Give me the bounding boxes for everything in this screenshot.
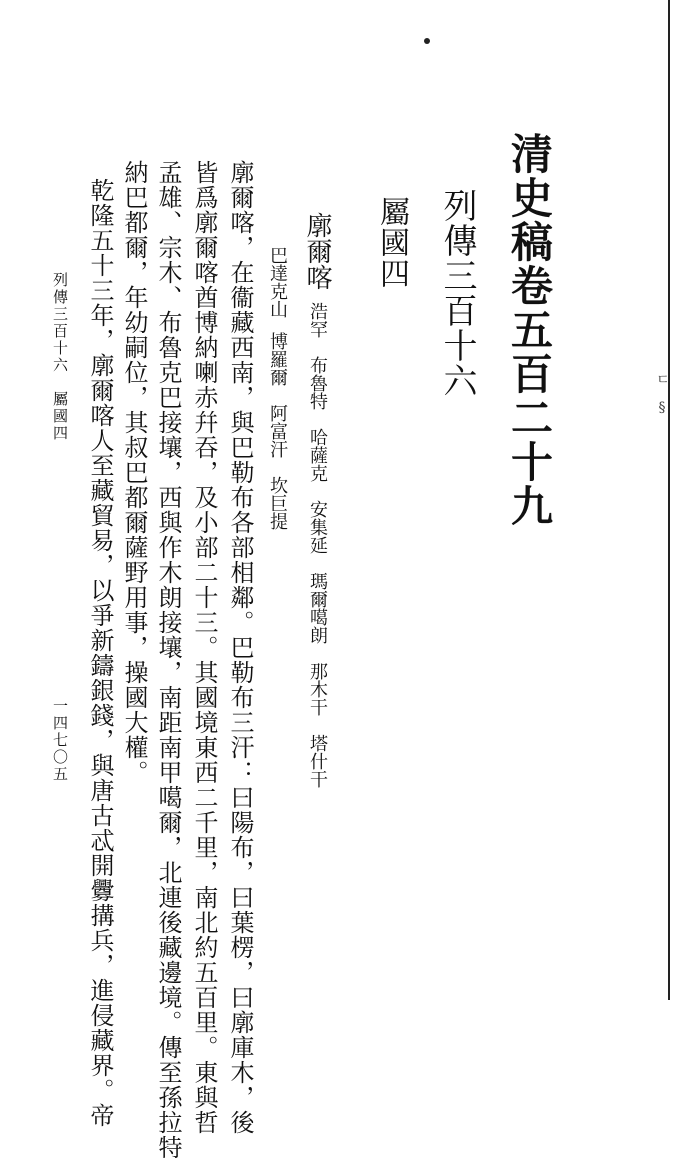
section-title: 屬國四 [374, 196, 409, 289]
biography-number: 列傳三百十六 [437, 188, 477, 398]
roster-main-name: 廓爾喀 [302, 212, 332, 290]
roster-column-2 [268, 246, 286, 530]
roster-members: 浩罕 布魯特 哈薩克 安集延 瑪爾噶朗 那木干 塔什干 [307, 302, 328, 788]
margin-marks: ㄷ § [654, 372, 670, 416]
page-number: 一四七〇五 [51, 698, 69, 783]
scan-speck [424, 38, 430, 44]
body-column-4: 納巴都爾，年幼嗣位，其叔巴都爾薩野用事，操國大權。 [120, 160, 148, 785]
body-column-1: 廓爾喀，在衞藏西南，與巴勒布各部相鄰。巴勒布三汗：曰陽布，曰葉楞，曰廓庫木，後 [226, 160, 254, 1135]
body-column-5: 乾隆五十三年，廓爾喀人至藏貿易，以爭新鑄銀錢，與唐古忒開釁搆兵，進侵藏界。帝 [86, 178, 114, 1128]
roster-column-1 [304, 212, 330, 788]
roster-members: 博羅爾 阿富汗 坎巨提 [267, 332, 288, 530]
scan-edge-line [668, 0, 670, 1000]
body-column-3: 孟雄、宗木、布魯克巴接壤，西與作木朗接壤，南距南甲噶爾，北連後藏邊境。傳至孫拉特 [154, 160, 182, 1160]
running-footer: 列傳三百十六 屬國四 [51, 272, 69, 442]
body-column-2: 皆爲廓爾喀酋博納喇赤幷吞，及小部二十三。其國境東西二千里，南北約五百里。東與哲 [190, 160, 218, 1135]
roster-main-name: 巴達克山 [267, 246, 288, 318]
volume-title: 清史稿卷五百二十九 [505, 132, 554, 528]
